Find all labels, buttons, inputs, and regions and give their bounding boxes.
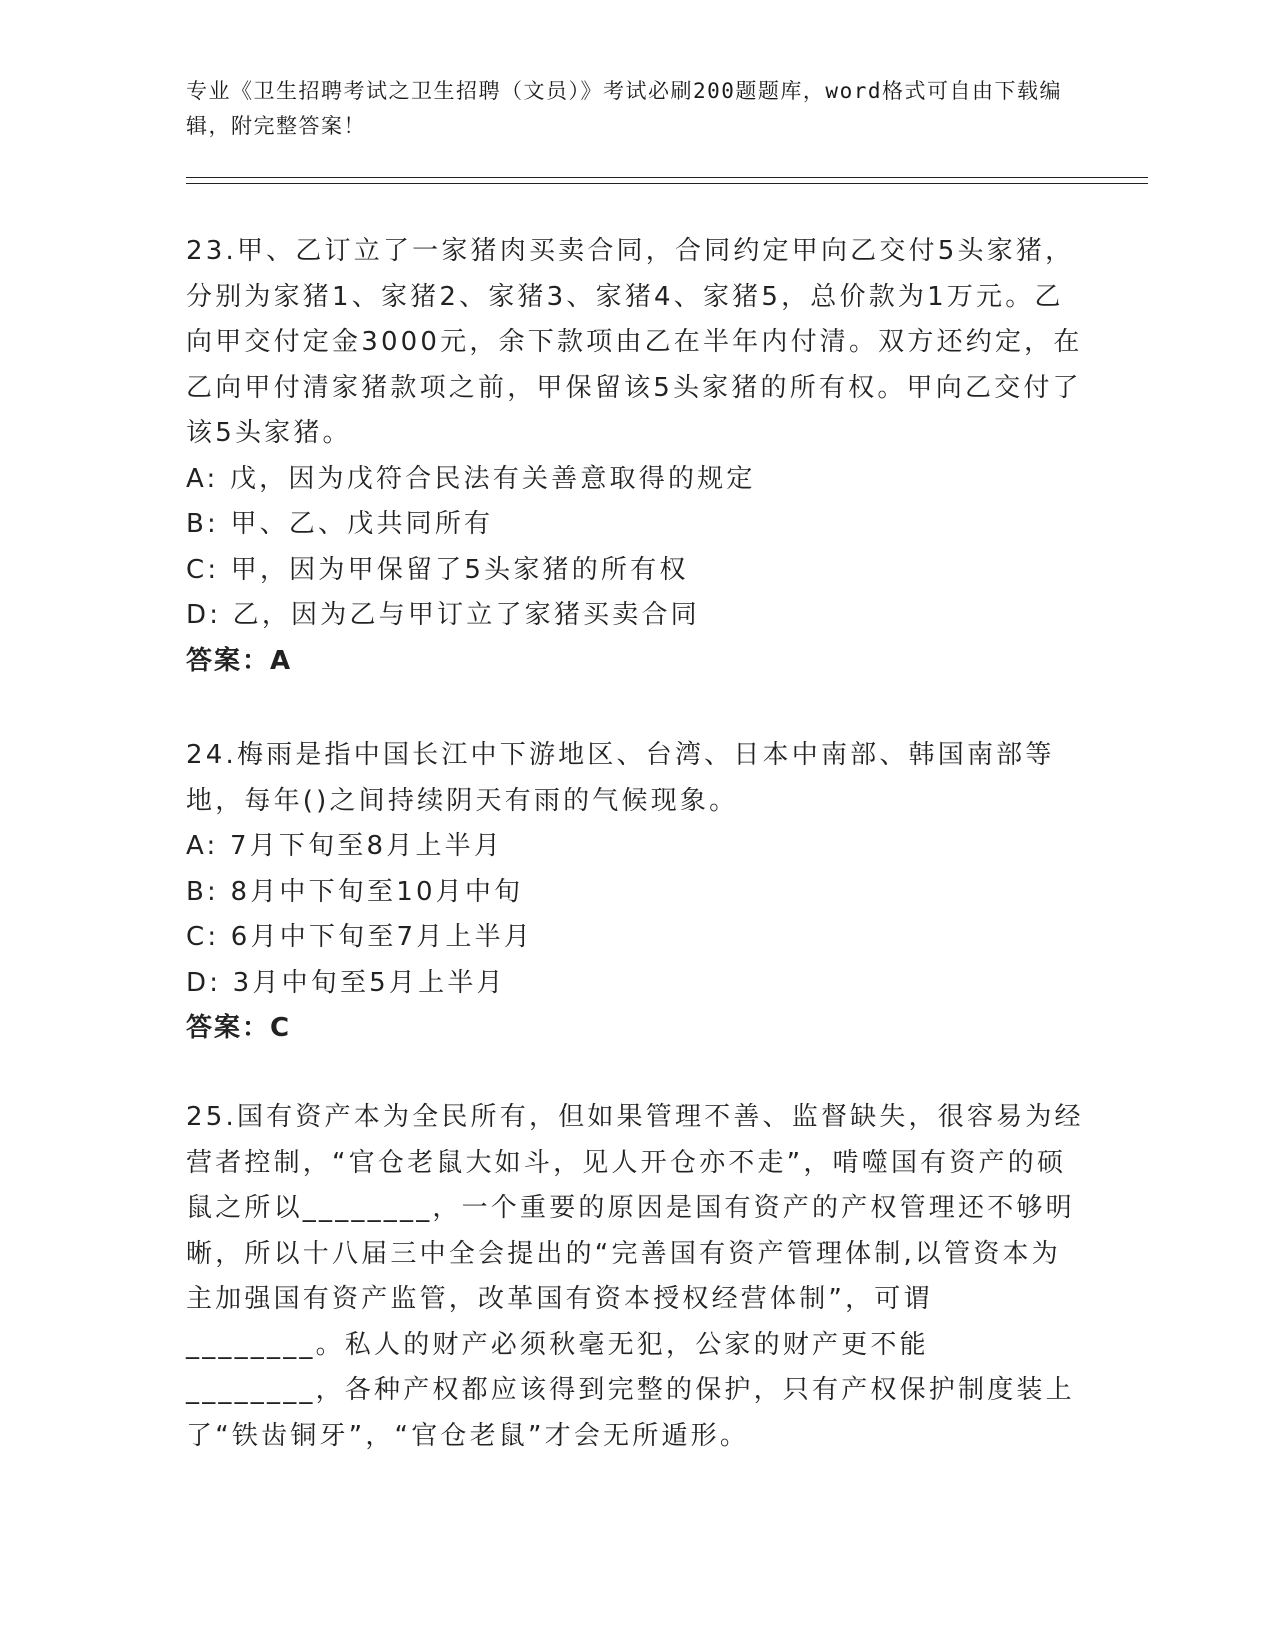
option-d: D: 3月中旬至5月上半月 bbox=[186, 967, 506, 998]
option-b: B: 甲、乙、戊共同所有 bbox=[186, 509, 494, 539]
option-b: B: 8月中下旬至10月中旬 bbox=[186, 876, 524, 907]
question-24 bbox=[186, 733, 1086, 1052]
option-c: C: 6月中下旬至7月上半月 bbox=[186, 922, 534, 952]
question-23 bbox=[186, 229, 1086, 684]
question-text: 23.甲、乙订立了一家猪肉买卖合同，合同约定甲向乙交付5头家猪，分别为家猪1、家猪2、家猪3、家猪4、家猪5，总价款为1万元。乙向甲交付定金3000元，余下款项由乙在半年内付清。双方还约定，在乙向甲付清家猪款项之前，甲保留该5头家猪的所有权。甲向乙交付了该5头家猪。 bbox=[186, 236, 1083, 448]
option-a: A: 7月下旬至8月上半月 bbox=[186, 831, 504, 861]
question-text: 25.国有资产本为全民所有，但如果管理不善、监督缺失，很容易为经营者控制，“官仓老鼠大如斗，见人开仓亦不走”，啃噬国有资产的硕鼠之所以________，一个重要的原因是国有资产的产权管理还不够明晰，所以十八届三中全会提出的“完善国有资产管理体制,以管资本为主加强国有资产监管，改革国有资本授权经营体制”，可谓________。私人的财产必须秋毫无犯，公家的财产更不能________，各种产权都应该得到完整的保护，只有产权保护制度装上了“铁齿铜牙”，“官仓老鼠”才会无所遁形。 bbox=[186, 1102, 1084, 1451]
question-25 bbox=[186, 1095, 1086, 1459]
header-divider-bottom bbox=[186, 183, 1148, 184]
option-d: D: 乙，因为乙与甲订立了家猪买卖合同 bbox=[186, 600, 700, 630]
question-text: 24.梅雨是指中国长江中下游地区、台湾、日本中南部、韩国南部等地，每年()之间持续阴天有雨的气候现象。 bbox=[186, 740, 1055, 816]
header-divider-top bbox=[186, 177, 1148, 178]
document-header: 专业《卫生招聘考试之卫生招聘（文员）》考试必刷200题题库，word格式可自由下载编辑，附完整答案！ bbox=[186, 79, 1062, 138]
answer: 答案：A bbox=[186, 645, 293, 676]
option-c: C: 甲，因为甲保留了5头家猪的所有权 bbox=[186, 554, 689, 585]
answer: 答案：C bbox=[186, 1013, 292, 1043]
option-a: A: 戊，因为戊符合民法有关善意取得的规定 bbox=[186, 463, 756, 494]
